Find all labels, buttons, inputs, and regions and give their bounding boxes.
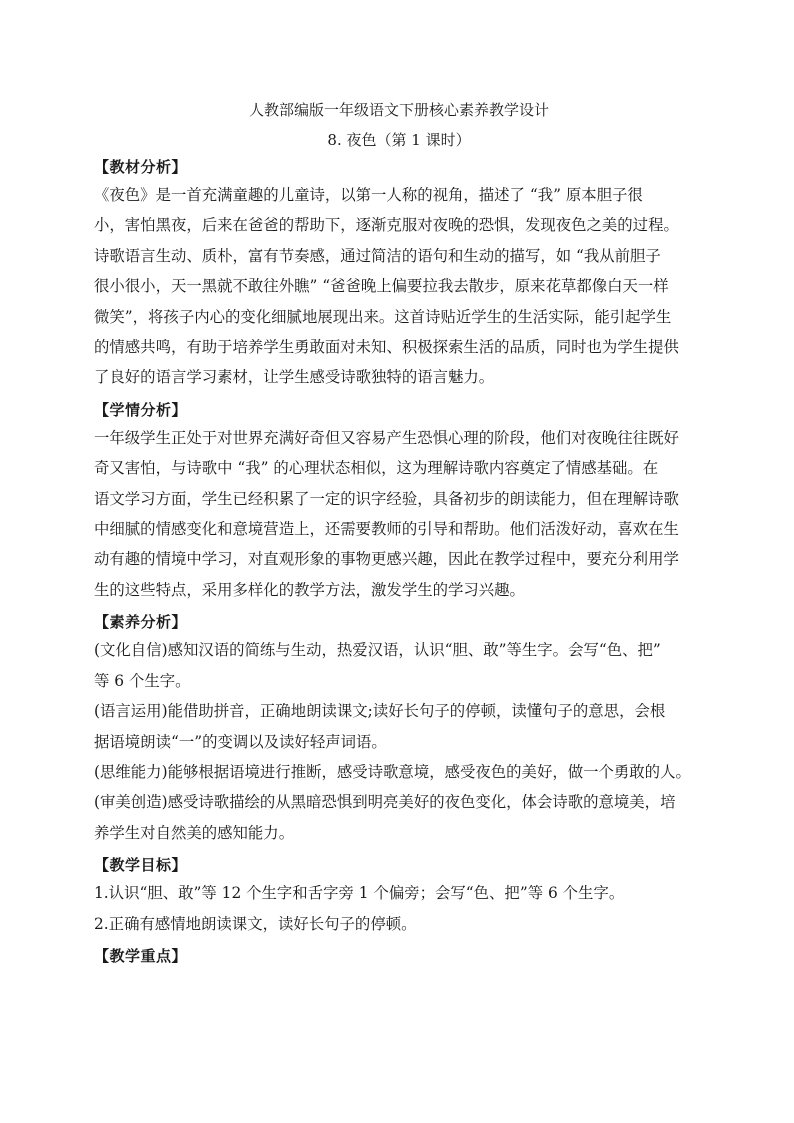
objective-item: 1.认识“胆、敢”等 12 个生字和舌字旁 1 个偏旁；会写“色、把”等 6 个生字。 <box>94 884 625 903</box>
paragraph-line: 据语境朗读“一”的变调以及读好轻声词语。 <box>94 732 387 751</box>
paragraph-line: 奇又害怕，与诗歌中 “我” 的心理状态相似，这为理解诗歌内容奠定了情感基础。在 <box>94 459 659 478</box>
paragraph-line: 的情感共鸣，有助于培养学生勇敢面对未知、积极探索生活的品质，同时也为学生提供 <box>94 338 679 357</box>
section-heading: 【素养分析】 <box>94 613 188 632</box>
paragraph-line: 养学生对自然美的感知能力。 <box>94 823 295 842</box>
document-title: 人教部编版一年级语文下册核心素养教学设计 <box>248 101 549 119</box>
paragraph-line: 语文学习方面，学生已经积累了一定的识字经验，具备初步的朗读能力，但在理解诗歌 <box>94 489 679 508</box>
paragraph-line: (文化自信)感知汉语的简练与生动，热爱汉语，认识“胆、敢”等生字。会写“色、把” <box>94 641 661 660</box>
paragraph-line: 诗歌语言生动、质朴，富有节奏感，通过简洁的语句和生动的描写，如 “我从前胆子 <box>94 246 661 265</box>
section-textbook-analysis <box>94 156 704 393</box>
section-heading: 【教学目标】 <box>94 856 188 875</box>
objective-item: 2.正确有感情地朗读课文，读好长句子的停顿。 <box>94 914 417 933</box>
paragraph-line: 一年级学生正处于对世界充满好奇但又容易产生恐惧心理的阶段，他们对夜晚往往既好 <box>94 428 679 447</box>
paragraph-line: 等 6 个生字。 <box>94 671 191 690</box>
lesson-title: 8. 夜色（第 1 课时） <box>327 131 471 149</box>
section-heading: 【教材分析】 <box>94 158 188 176</box>
paragraph-line: 很小很小，天一黑就不敢往外瞧” “爸爸晚上偏要拉我去散步，原来花草都像白天一样 <box>94 277 669 296</box>
section-teaching-objectives <box>94 854 704 939</box>
paragraph-line: (审美创造)感受诗歌描绘的从黑暗恐惧到明亮美好的夜色变化，体会诗歌的意境美，培 <box>94 793 676 812</box>
paragraph-line: 了良好的语言学习素材，让学生感受诗歌独特的语言魅力。 <box>94 368 495 387</box>
section-heading: 【学情分析】 <box>94 400 188 419</box>
paragraph-line: 生的这些特点，采用多样化的教学方法，激发学生的学习兴趣。 <box>94 580 525 599</box>
section-literacy-analysis <box>94 611 704 848</box>
paragraph-line: 《夜色》是一首充满童趣的儿童诗，以第一人称的视角，描述了 “我” 原本胆子很 <box>94 186 643 204</box>
section-learner-analysis <box>94 399 704 605</box>
section-heading: 【教学重点】 <box>94 946 188 965</box>
document-page <box>94 100 704 969</box>
paragraph-line: (思维能力)能够根据语境进行推断，感受诗歌意境，感受夜色的美好，做一个勇敢的人。 <box>94 762 691 781</box>
paragraph-line: (语言运用)能借助拼音，正确地朗读课文;读好长句子的停顿，读懂句子的意思，会根 <box>94 702 666 721</box>
section-teaching-keypoints <box>94 945 704 967</box>
paragraph-line: 微笑”，将孩子内心的变化细腻地展现出来。这首诗贴近学生的生活实际，能引起学生 <box>94 307 672 326</box>
paragraph-line: 动有趣的情境中学习，对直观形象的事物更感兴趣，因此在教学过程中，要充分利用学 <box>94 550 679 569</box>
paragraph-line: 中细腻的情感变化和意境营造上，还需要教师的引导和帮助。他们活泼好动，喜欢在生 <box>94 520 679 539</box>
paragraph-line: 小，害怕黑夜，后来在爸爸的帮助下，逐渐克服对夜晚的恐惧，发现夜色之美的过程。 <box>94 216 679 235</box>
